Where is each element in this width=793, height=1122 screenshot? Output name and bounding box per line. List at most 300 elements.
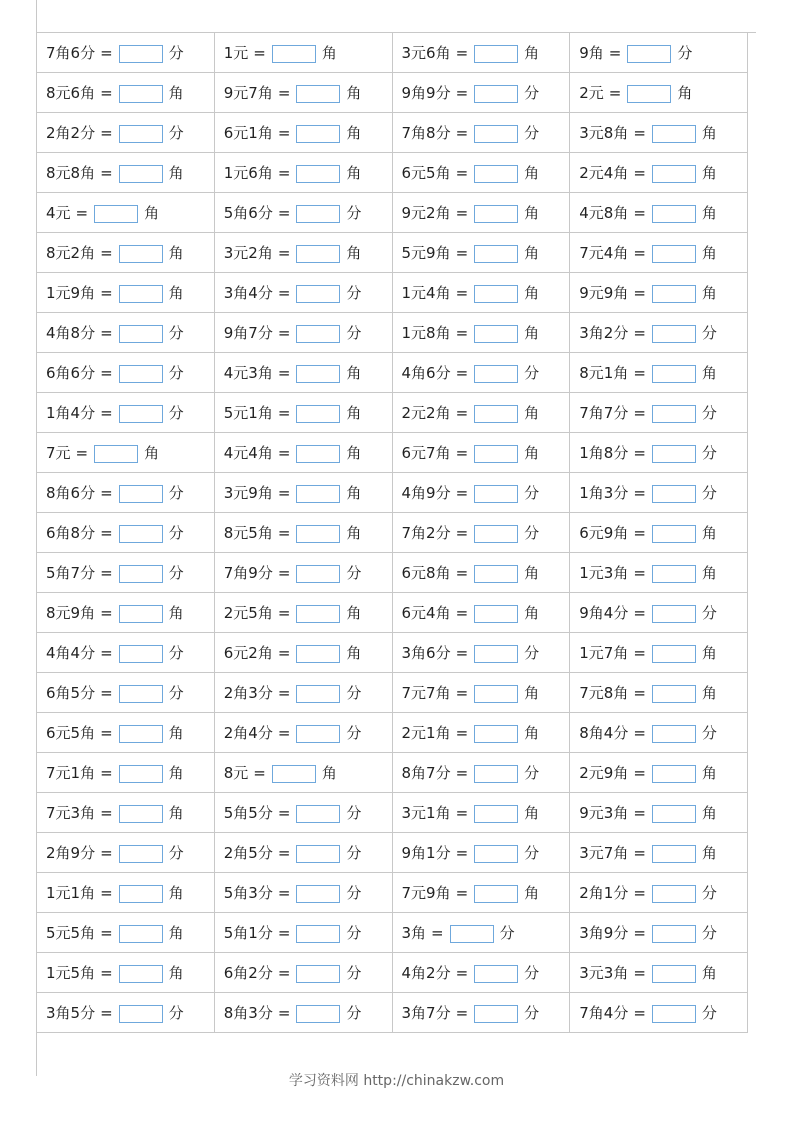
exercise-prompt: 6元4角 — [401, 604, 451, 622]
answer-box[interactable] — [119, 485, 163, 503]
equals-sign: = — [633, 124, 646, 142]
exercise-cell — [392, 473, 570, 513]
answer-box[interactable] — [119, 525, 163, 543]
exercise-prompt: 1元 — [223, 44, 249, 62]
answer-unit: 分 — [168, 44, 184, 62]
answer-box[interactable] — [119, 965, 163, 983]
answer-box[interactable] — [119, 365, 163, 383]
answer-unit: 分 — [499, 924, 515, 942]
answer-unit: 分 — [346, 804, 362, 822]
answer-unit: 分 — [168, 364, 184, 382]
equals-sign: = — [633, 884, 646, 902]
exercise-prompt: 9元9角 — [579, 284, 629, 302]
equals-sign: = — [431, 924, 444, 942]
equals-sign: = — [253, 764, 266, 782]
answer-box[interactable] — [474, 965, 518, 983]
equals-sign: = — [455, 204, 469, 222]
answer-box[interactable] — [119, 245, 163, 263]
answer-unit: 分 — [346, 844, 362, 862]
answer-unit: 角 — [346, 404, 362, 422]
answer-box[interactable] — [474, 605, 518, 623]
answer-box[interactable] — [119, 605, 163, 623]
exercise-cell — [214, 273, 392, 313]
exercise-prompt: 5角6分 — [223, 204, 273, 222]
exercise-prompt: 1元3角 — [579, 564, 629, 582]
exercise-prompt: 7角4分 — [579, 1004, 629, 1022]
equals-sign: = — [100, 284, 113, 302]
answer-box[interactable] — [652, 365, 696, 383]
answer-box[interactable] — [119, 845, 163, 863]
exercise-prompt: 8元1角 — [579, 364, 629, 382]
answer-box[interactable] — [272, 765, 316, 783]
exercise-prompt: 1角8分 — [579, 444, 629, 462]
answer-box[interactable] — [296, 405, 340, 423]
answer-box[interactable] — [652, 925, 696, 943]
answer-box[interactable] — [652, 725, 696, 743]
exercise-cell — [570, 313, 748, 353]
answer-unit: 角 — [524, 684, 540, 702]
table-row — [37, 353, 748, 393]
exercise-cell — [214, 353, 392, 393]
exercise-prompt: 8角3分 — [223, 1004, 273, 1022]
answer-unit: 角 — [524, 324, 540, 342]
exercise-cell — [37, 113, 215, 153]
equals-sign: = — [633, 644, 646, 662]
answer-box[interactable] — [296, 685, 340, 703]
equals-sign: = — [277, 604, 291, 622]
answer-box[interactable] — [474, 325, 518, 343]
answer-box[interactable] — [474, 365, 518, 383]
answer-unit: 角 — [346, 164, 362, 182]
answer-unit: 分 — [346, 1004, 362, 1022]
equals-sign: = — [277, 724, 291, 742]
answer-box[interactable] — [652, 125, 696, 143]
answer-box[interactable] — [94, 445, 138, 463]
exercise-prompt: 8元5角 — [223, 524, 273, 542]
equals-sign: = — [455, 284, 469, 302]
answer-unit: 角 — [346, 604, 362, 622]
answer-box[interactable] — [652, 445, 696, 463]
exercise-cell — [37, 353, 215, 393]
answer-box[interactable] — [652, 245, 696, 263]
exercise-cell — [37, 33, 215, 73]
equals-sign: = — [277, 1004, 291, 1022]
answer-unit: 分 — [168, 124, 184, 142]
exercise-prompt: 1元8角 — [401, 324, 451, 342]
exercise-prompt: 6角6分 — [46, 364, 96, 382]
answer-box[interactable] — [119, 165, 163, 183]
exercise-cell — [37, 673, 215, 713]
answer-unit: 角 — [168, 924, 184, 942]
answer-box[interactable] — [296, 1005, 340, 1023]
answer-box[interactable] — [474, 485, 518, 503]
answer-unit: 角 — [701, 204, 717, 222]
answer-box[interactable] — [119, 285, 163, 303]
exercise-grid-body — [37, 33, 748, 1033]
exercise-prompt: 2元9角 — [579, 764, 629, 782]
exercise-prompt: 8元9角 — [46, 604, 96, 622]
exercise-prompt: 2元1角 — [401, 724, 451, 742]
answer-box[interactable] — [296, 85, 340, 103]
exercise-prompt: 3元7角 — [579, 844, 629, 862]
table-row — [37, 873, 748, 913]
answer-box[interactable] — [652, 205, 696, 223]
answer-unit: 分 — [701, 604, 717, 622]
answer-unit: 分 — [701, 404, 717, 422]
exercise-cell — [37, 193, 215, 233]
answer-box[interactable] — [296, 125, 340, 143]
answer-unit: 分 — [346, 564, 362, 582]
answer-box[interactable] — [474, 445, 518, 463]
exercise-cell — [392, 113, 570, 153]
answer-box[interactable] — [652, 565, 696, 583]
equals-sign: = — [633, 324, 646, 342]
exercise-cell — [570, 793, 748, 833]
exercise-prompt: 2元2角 — [401, 404, 451, 422]
exercise-prompt: 2角9分 — [46, 844, 96, 862]
exercise-prompt: 6元2角 — [223, 644, 273, 662]
exercise-prompt: 4角4分 — [46, 644, 96, 662]
answer-unit: 分 — [346, 964, 362, 982]
answer-unit: 分 — [168, 564, 184, 582]
equals-sign: = — [100, 924, 113, 942]
exercise-prompt: 8角4分 — [579, 724, 629, 742]
equals-sign: = — [277, 884, 291, 902]
equals-sign: = — [608, 44, 622, 62]
answer-box[interactable] — [627, 85, 671, 103]
answer-unit: 角 — [701, 364, 717, 382]
exercise-cell — [37, 633, 215, 673]
equals-sign: = — [455, 884, 469, 902]
answer-unit: 分 — [346, 884, 362, 902]
exercise-prompt: 7角2分 — [401, 524, 451, 542]
answer-box[interactable] — [119, 925, 163, 943]
exercise-prompt: 4角9分 — [401, 484, 451, 502]
equals-sign: = — [277, 564, 291, 582]
exercise-cell — [392, 873, 570, 913]
answer-box[interactable] — [119, 645, 163, 663]
exercise-cell — [570, 633, 748, 673]
exercise-cell — [214, 473, 392, 513]
equals-sign: = — [633, 1004, 646, 1022]
table-row — [37, 33, 748, 73]
exercise-prompt: 7元8角 — [579, 684, 629, 702]
equals-sign: = — [100, 1004, 113, 1022]
exercise-prompt: 8元2角 — [46, 244, 96, 262]
answer-unit: 角 — [524, 884, 540, 902]
answer-box[interactable] — [296, 165, 340, 183]
table-row — [37, 793, 748, 833]
exercise-cell — [37, 593, 215, 633]
answer-unit: 角 — [524, 724, 540, 742]
exercise-cell — [392, 193, 570, 233]
answer-box[interactable] — [272, 45, 316, 63]
answer-box[interactable] — [296, 725, 340, 743]
exercise-prompt: 9元7角 — [223, 84, 273, 102]
answer-box[interactable] — [474, 525, 518, 543]
answer-box[interactable] — [119, 125, 163, 143]
exercise-cell — [37, 233, 215, 273]
equals-sign: = — [455, 764, 469, 782]
answer-box[interactable] — [652, 485, 696, 503]
answer-box[interactable] — [296, 845, 340, 863]
answer-box[interactable] — [119, 85, 163, 103]
answer-unit: 分 — [701, 924, 717, 942]
exercise-prompt: 2角5分 — [223, 844, 273, 862]
answer-box[interactable] — [474, 725, 518, 743]
page-footer: 学习资料网 http://chinakzw.com — [288, 1073, 505, 1089]
answer-box[interactable] — [652, 405, 696, 423]
exercise-cell — [214, 393, 392, 433]
exercise-cell — [392, 513, 570, 553]
answer-box[interactable] — [652, 885, 696, 903]
equals-sign: = — [455, 804, 469, 822]
answer-box[interactable] — [119, 565, 163, 583]
answer-box[interactable] — [296, 205, 340, 223]
equals-sign: = — [277, 164, 291, 182]
answer-unit: 角 — [168, 284, 184, 302]
exercise-cell — [37, 753, 215, 793]
answer-unit: 角 — [168, 724, 184, 742]
table-row — [37, 593, 748, 633]
exercise-cell — [214, 153, 392, 193]
equals-sign: = — [100, 684, 113, 702]
answer-box[interactable] — [296, 365, 340, 383]
answer-unit: 分 — [701, 444, 717, 462]
answer-box[interactable] — [296, 485, 340, 503]
answer-unit: 分 — [701, 724, 717, 742]
exercise-prompt: 3元6角 — [401, 44, 451, 62]
exercise-prompt: 9角9分 — [401, 84, 451, 102]
equals-sign: = — [455, 484, 469, 502]
equals-sign: = — [633, 604, 646, 622]
answer-unit: 分 — [524, 844, 540, 862]
table-row — [37, 273, 748, 313]
answer-unit: 分 — [346, 684, 362, 702]
exercise-prompt: 3角7分 — [401, 1004, 451, 1022]
answer-unit: 分 — [524, 764, 540, 782]
exercise-cell — [214, 593, 392, 633]
answer-unit: 角 — [701, 644, 717, 662]
answer-box[interactable] — [474, 205, 518, 223]
answer-unit: 角 — [346, 124, 362, 142]
answer-box[interactable] — [652, 1005, 696, 1023]
answer-unit: 角 — [524, 804, 540, 822]
answer-box[interactable] — [474, 685, 518, 703]
answer-unit: 角 — [701, 564, 717, 582]
answer-box[interactable] — [652, 165, 696, 183]
equals-sign: = — [455, 644, 469, 662]
answer-box[interactable] — [474, 885, 518, 903]
equals-sign: = — [633, 524, 646, 542]
answer-box[interactable] — [652, 765, 696, 783]
equals-sign: = — [277, 324, 291, 342]
answer-unit: 分 — [701, 484, 717, 502]
equals-sign: = — [277, 484, 291, 502]
equals-sign: = — [100, 604, 113, 622]
answer-box[interactable] — [296, 885, 340, 903]
answer-box[interactable] — [296, 245, 340, 263]
answer-box[interactable] — [119, 1005, 163, 1023]
answer-box[interactable] — [474, 45, 518, 63]
answer-box[interactable] — [474, 565, 518, 583]
answer-unit: 分 — [168, 644, 184, 662]
answer-unit: 角 — [144, 204, 160, 222]
answer-box[interactable] — [296, 925, 340, 943]
exercise-cell — [214, 873, 392, 913]
answer-box[interactable] — [474, 805, 518, 823]
exercise-cell — [570, 673, 748, 713]
equals-sign: = — [633, 164, 646, 182]
answer-box[interactable] — [474, 165, 518, 183]
answer-box[interactable] — [296, 445, 340, 463]
answer-box[interactable] — [119, 805, 163, 823]
exercise-cell — [392, 73, 570, 113]
exercise-cell — [570, 233, 748, 273]
answer-box[interactable] — [652, 805, 696, 823]
answer-box[interactable] — [474, 285, 518, 303]
answer-box[interactable] — [119, 725, 163, 743]
exercise-cell — [37, 473, 215, 513]
exercise-prompt: 5角3分 — [223, 884, 273, 902]
answer-box[interactable] — [296, 525, 340, 543]
answer-box[interactable] — [652, 845, 696, 863]
equals-sign: = — [633, 684, 646, 702]
table-row — [37, 913, 748, 953]
table-row — [37, 433, 748, 473]
answer-box[interactable] — [296, 645, 340, 663]
answer-box[interactable] — [119, 325, 163, 343]
answer-unit: 分 — [701, 324, 717, 342]
answer-unit: 角 — [701, 804, 717, 822]
exercise-cell — [392, 913, 570, 953]
equals-sign: = — [455, 244, 469, 262]
exercise-prompt: 7元3角 — [46, 804, 96, 822]
answer-box[interactable] — [119, 885, 163, 903]
answer-unit: 角 — [346, 524, 362, 542]
answer-box[interactable] — [474, 405, 518, 423]
answer-box[interactable] — [474, 845, 518, 863]
answer-box[interactable] — [119, 405, 163, 423]
answer-unit: 分 — [524, 524, 540, 542]
exercise-cell — [392, 553, 570, 593]
equals-sign: = — [633, 284, 646, 302]
answer-unit: 角 — [524, 164, 540, 182]
answer-box[interactable] — [627, 45, 671, 63]
exercise-prompt: 8角6分 — [46, 484, 96, 502]
answer-box[interactable] — [652, 285, 696, 303]
answer-box[interactable] — [474, 245, 518, 263]
equals-sign: = — [455, 44, 469, 62]
answer-box[interactable] — [474, 645, 518, 663]
exercise-cell — [570, 193, 748, 233]
equals-sign: = — [100, 844, 113, 862]
answer-box[interactable] — [296, 325, 340, 343]
exercise-prompt: 1元6角 — [223, 164, 273, 182]
table-row — [37, 513, 748, 553]
answer-box[interactable] — [652, 645, 696, 663]
exercise-prompt: 9角1分 — [401, 844, 451, 862]
equals-sign: = — [633, 444, 646, 462]
exercise-cell — [214, 953, 392, 993]
answer-box[interactable] — [296, 565, 340, 583]
exercise-cell — [570, 393, 748, 433]
answer-box[interactable] — [652, 685, 696, 703]
answer-box[interactable] — [474, 125, 518, 143]
equals-sign: = — [100, 884, 113, 902]
answer-box[interactable] — [119, 685, 163, 703]
exercise-prompt: 8元6角 — [46, 84, 96, 102]
table-row — [37, 153, 748, 193]
answer-box[interactable] — [296, 965, 340, 983]
exercise-cell — [214, 713, 392, 753]
answer-box[interactable] — [450, 925, 494, 943]
exercise-prompt: 8元8角 — [46, 164, 96, 182]
equals-sign: = — [100, 404, 113, 422]
exercise-prompt: 3角9分 — [579, 924, 629, 942]
exercise-cell — [392, 233, 570, 273]
answer-box[interactable] — [474, 765, 518, 783]
exercise-cell — [392, 393, 570, 433]
exercise-cell — [570, 433, 748, 473]
exercise-prompt: 6元7角 — [401, 444, 451, 462]
exercise-prompt: 7元 — [46, 444, 71, 462]
exercise-prompt: 1角3分 — [579, 484, 629, 502]
exercise-cell — [214, 633, 392, 673]
answer-box[interactable] — [296, 605, 340, 623]
answer-box[interactable] — [119, 765, 163, 783]
answer-box[interactable] — [296, 285, 340, 303]
answer-box[interactable] — [119, 45, 163, 63]
answer-unit: 角 — [524, 404, 540, 422]
equals-sign: = — [633, 564, 646, 582]
answer-unit: 分 — [346, 324, 362, 342]
exercise-prompt: 7角6分 — [46, 44, 96, 62]
exercise-cell — [37, 73, 215, 113]
answer-unit: 分 — [524, 644, 540, 662]
equals-sign: = — [277, 444, 291, 462]
exercise-prompt: 7元7角 — [401, 684, 451, 702]
answer-unit: 角 — [524, 244, 540, 262]
equals-sign: = — [455, 364, 469, 382]
exercise-cell — [392, 793, 570, 833]
exercise-cell — [214, 673, 392, 713]
exercise-cell — [570, 273, 748, 313]
answer-box[interactable] — [652, 965, 696, 983]
exercise-cell — [392, 633, 570, 673]
answer-box[interactable] — [652, 525, 696, 543]
exercise-cell — [570, 33, 748, 73]
exercise-prompt: 2角1分 — [579, 884, 629, 902]
answer-box[interactable] — [474, 85, 518, 103]
equals-sign: = — [100, 724, 113, 742]
answer-unit: 分 — [524, 84, 540, 102]
equals-sign: = — [277, 684, 291, 702]
answer-box[interactable] — [474, 1005, 518, 1023]
answer-box[interactable] — [652, 605, 696, 623]
exercise-prompt: 5元5角 — [46, 924, 96, 942]
answer-unit: 分 — [168, 524, 184, 542]
exercise-prompt: 1元5角 — [46, 964, 96, 982]
exercise-prompt: 5角5分 — [223, 804, 273, 822]
answer-box[interactable] — [94, 205, 138, 223]
answer-box[interactable] — [296, 805, 340, 823]
exercise-prompt: 2元5角 — [223, 604, 273, 622]
exercise-prompt: 9角4分 — [579, 604, 629, 622]
answer-box[interactable] — [652, 325, 696, 343]
equals-sign: = — [455, 684, 469, 702]
exercise-prompt: 2角2分 — [46, 124, 96, 142]
